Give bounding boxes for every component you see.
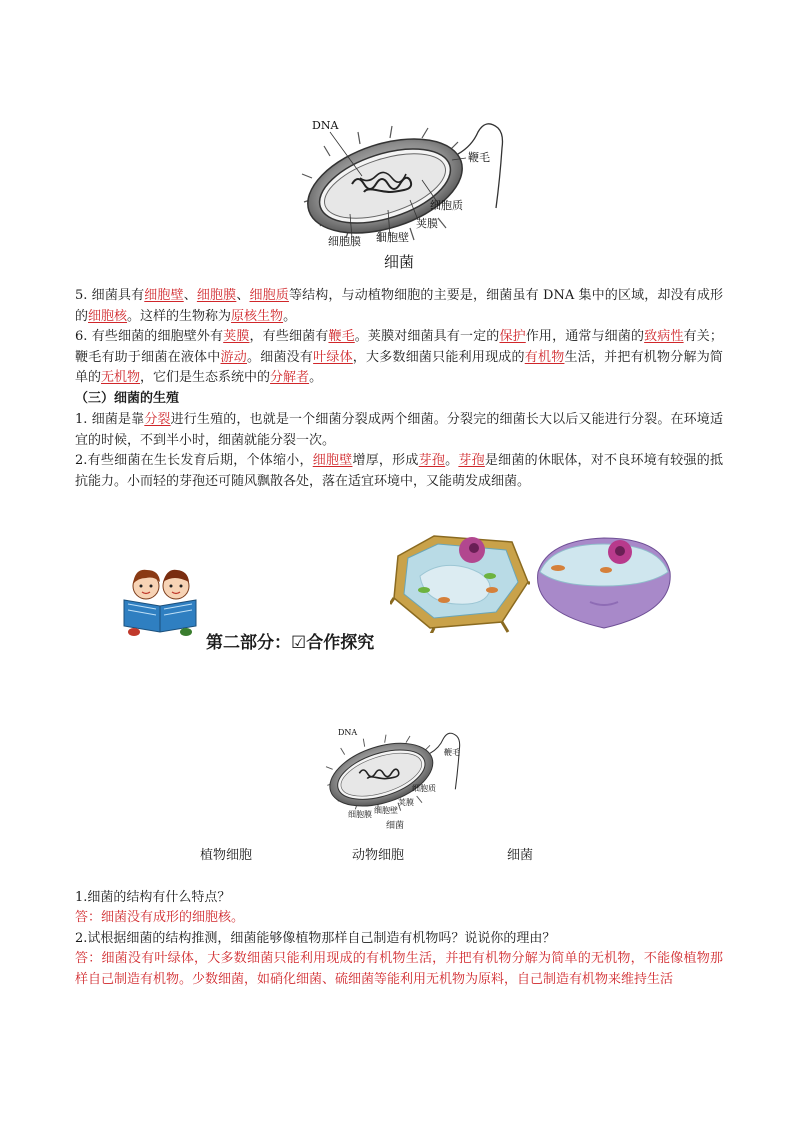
- answer-fill: 芽孢: [418, 453, 446, 468]
- kids-reading-icon: [120, 566, 200, 638]
- answer-fill: 游动: [220, 349, 247, 365]
- label-cytoplasm: 细胞质: [412, 784, 436, 793]
- answer-fill: 无机物: [101, 370, 141, 385]
- text: 增厚，形成: [352, 453, 419, 468]
- question-1: 1.细菌的结构有什么特点？: [75, 890, 231, 905]
- answer-fill: 保护: [499, 329, 526, 344]
- text: 。荚膜对细菌具有一定的: [354, 329, 500, 344]
- paragraph-5: [75, 286, 723, 327]
- label-cytoplasm: 细胞质: [430, 199, 463, 212]
- label-capsule: 荚膜: [398, 798, 414, 807]
- label-capsule: 荚膜: [416, 217, 438, 230]
- part-two-heading: 第二部分：☑合作探究: [206, 633, 375, 653]
- question-2: 2.试根据细菌的结构推测，细菌能够像植物那样自己制造有机物吗？说说你的理由？: [75, 931, 556, 946]
- text: 2.有些细菌在生长发育后期，个体缩小，: [75, 453, 313, 468]
- animal-cell-illustration: [534, 532, 674, 632]
- text: ，大多数细菌只能利用现成的: [352, 349, 525, 365]
- text: 。细菌没有: [246, 349, 314, 365]
- answer-fill: 致病性: [644, 329, 684, 344]
- answer-fill: 细胞膜: [196, 288, 237, 303]
- answer-fill: 分解者: [270, 370, 310, 385]
- label-dna: DNA: [312, 119, 339, 132]
- label-flagellum: 鞭毛: [468, 151, 490, 164]
- label-wall: 细胞壁: [376, 231, 409, 244]
- bacteria-figure-large: [290, 118, 530, 278]
- text: 生活，并把有机物分解为简单的: [75, 349, 723, 385]
- answer-fill: 细胞壁: [144, 288, 184, 303]
- text: 是细菌的休眠体，对不良环境有较强的抵抗能力。小而轻的芽孢还可随风飘散各处，落在适宜环境中，又能萌发成细菌。: [75, 453, 723, 489]
- text: 有关；鞭毛有助于细菌在液体中: [75, 329, 723, 365]
- text: 。: [283, 308, 297, 324]
- answer-fill: 细胞壁: [312, 453, 353, 468]
- answer-1: 答：细菌没有成形的细胞核。: [75, 910, 245, 925]
- label-membrane: 细胞膜: [328, 235, 361, 248]
- caption-plant-cell: 植物细胞: [200, 848, 253, 863]
- reproduction-2: [75, 451, 723, 492]
- answer-fill: 有机物: [524, 349, 565, 365]
- text: 等结构，与动植物细胞的主要是，细菌虽有 DNA 集中的区域，却没有成形的: [75, 288, 723, 324]
- answer-fill: 细胞核: [88, 308, 128, 324]
- answer-fill: 原核生物: [231, 308, 284, 324]
- answer-fill: 细胞质: [249, 288, 289, 303]
- text: 6. 有些细菌的细胞壁外有: [75, 329, 224, 344]
- section-heading: （三）细菌的生殖: [75, 391, 180, 406]
- text: 。: [309, 370, 323, 385]
- figure-title: 细菌: [384, 253, 415, 271]
- caption-animal-cell: 动物细胞: [352, 848, 405, 863]
- label-dna: DNA: [338, 728, 358, 737]
- text: 。这样的生物称为: [127, 308, 232, 324]
- answer-fill: 分裂: [144, 412, 171, 427]
- text: 5. 细菌具有: [75, 288, 145, 303]
- label-membrane: 细胞膜: [348, 810, 372, 819]
- label-wall: 细胞壁: [374, 806, 398, 815]
- bacteria-illustration-small: [318, 726, 478, 826]
- answer-fill: 叶绿体: [313, 349, 353, 365]
- label-flagellum: 鞭毛: [444, 748, 460, 757]
- bacteria-figure-small: [318, 726, 478, 838]
- reproduction-1: [75, 410, 723, 451]
- text: 1. 细菌是靠: [75, 412, 145, 427]
- plant-cell-illustration: [390, 528, 530, 633]
- bacteria-illustration: [290, 118, 530, 258]
- answer-fill: 鞭毛: [328, 329, 355, 344]
- text: ，它们是生态系统中的: [140, 370, 271, 385]
- answer-fill: 芽孢: [458, 453, 485, 468]
- text: 作用，通常与细菌的: [525, 329, 645, 344]
- text: 。: [445, 453, 459, 468]
- text: 、: [183, 288, 197, 303]
- figure-title: 细菌: [386, 821, 405, 831]
- text: ，有些细菌有: [249, 329, 329, 344]
- paragraph-6: [75, 327, 723, 389]
- caption-bacteria: 细菌: [507, 848, 534, 863]
- text: 、: [236, 288, 250, 303]
- answer-fill: 荚膜: [223, 329, 250, 344]
- answer-2: 答：细菌没有叶绿体，大多数细菌只能利用现成的有机物生活，并把有机物分解为简单的无机物，不能像植物那样自己制造有机物。少数细菌，如硝化细菌、硫细菌等能利用无机物为原料，自己制造有机物来维持生活: [75, 951, 723, 987]
- text: 进行生殖的，也就是一个细菌分裂成两个细菌。分裂完的细菌长大以后又能进行分裂。在环境适宜的时候，不到半小时，细菌就能分裂一次。: [75, 412, 723, 448]
